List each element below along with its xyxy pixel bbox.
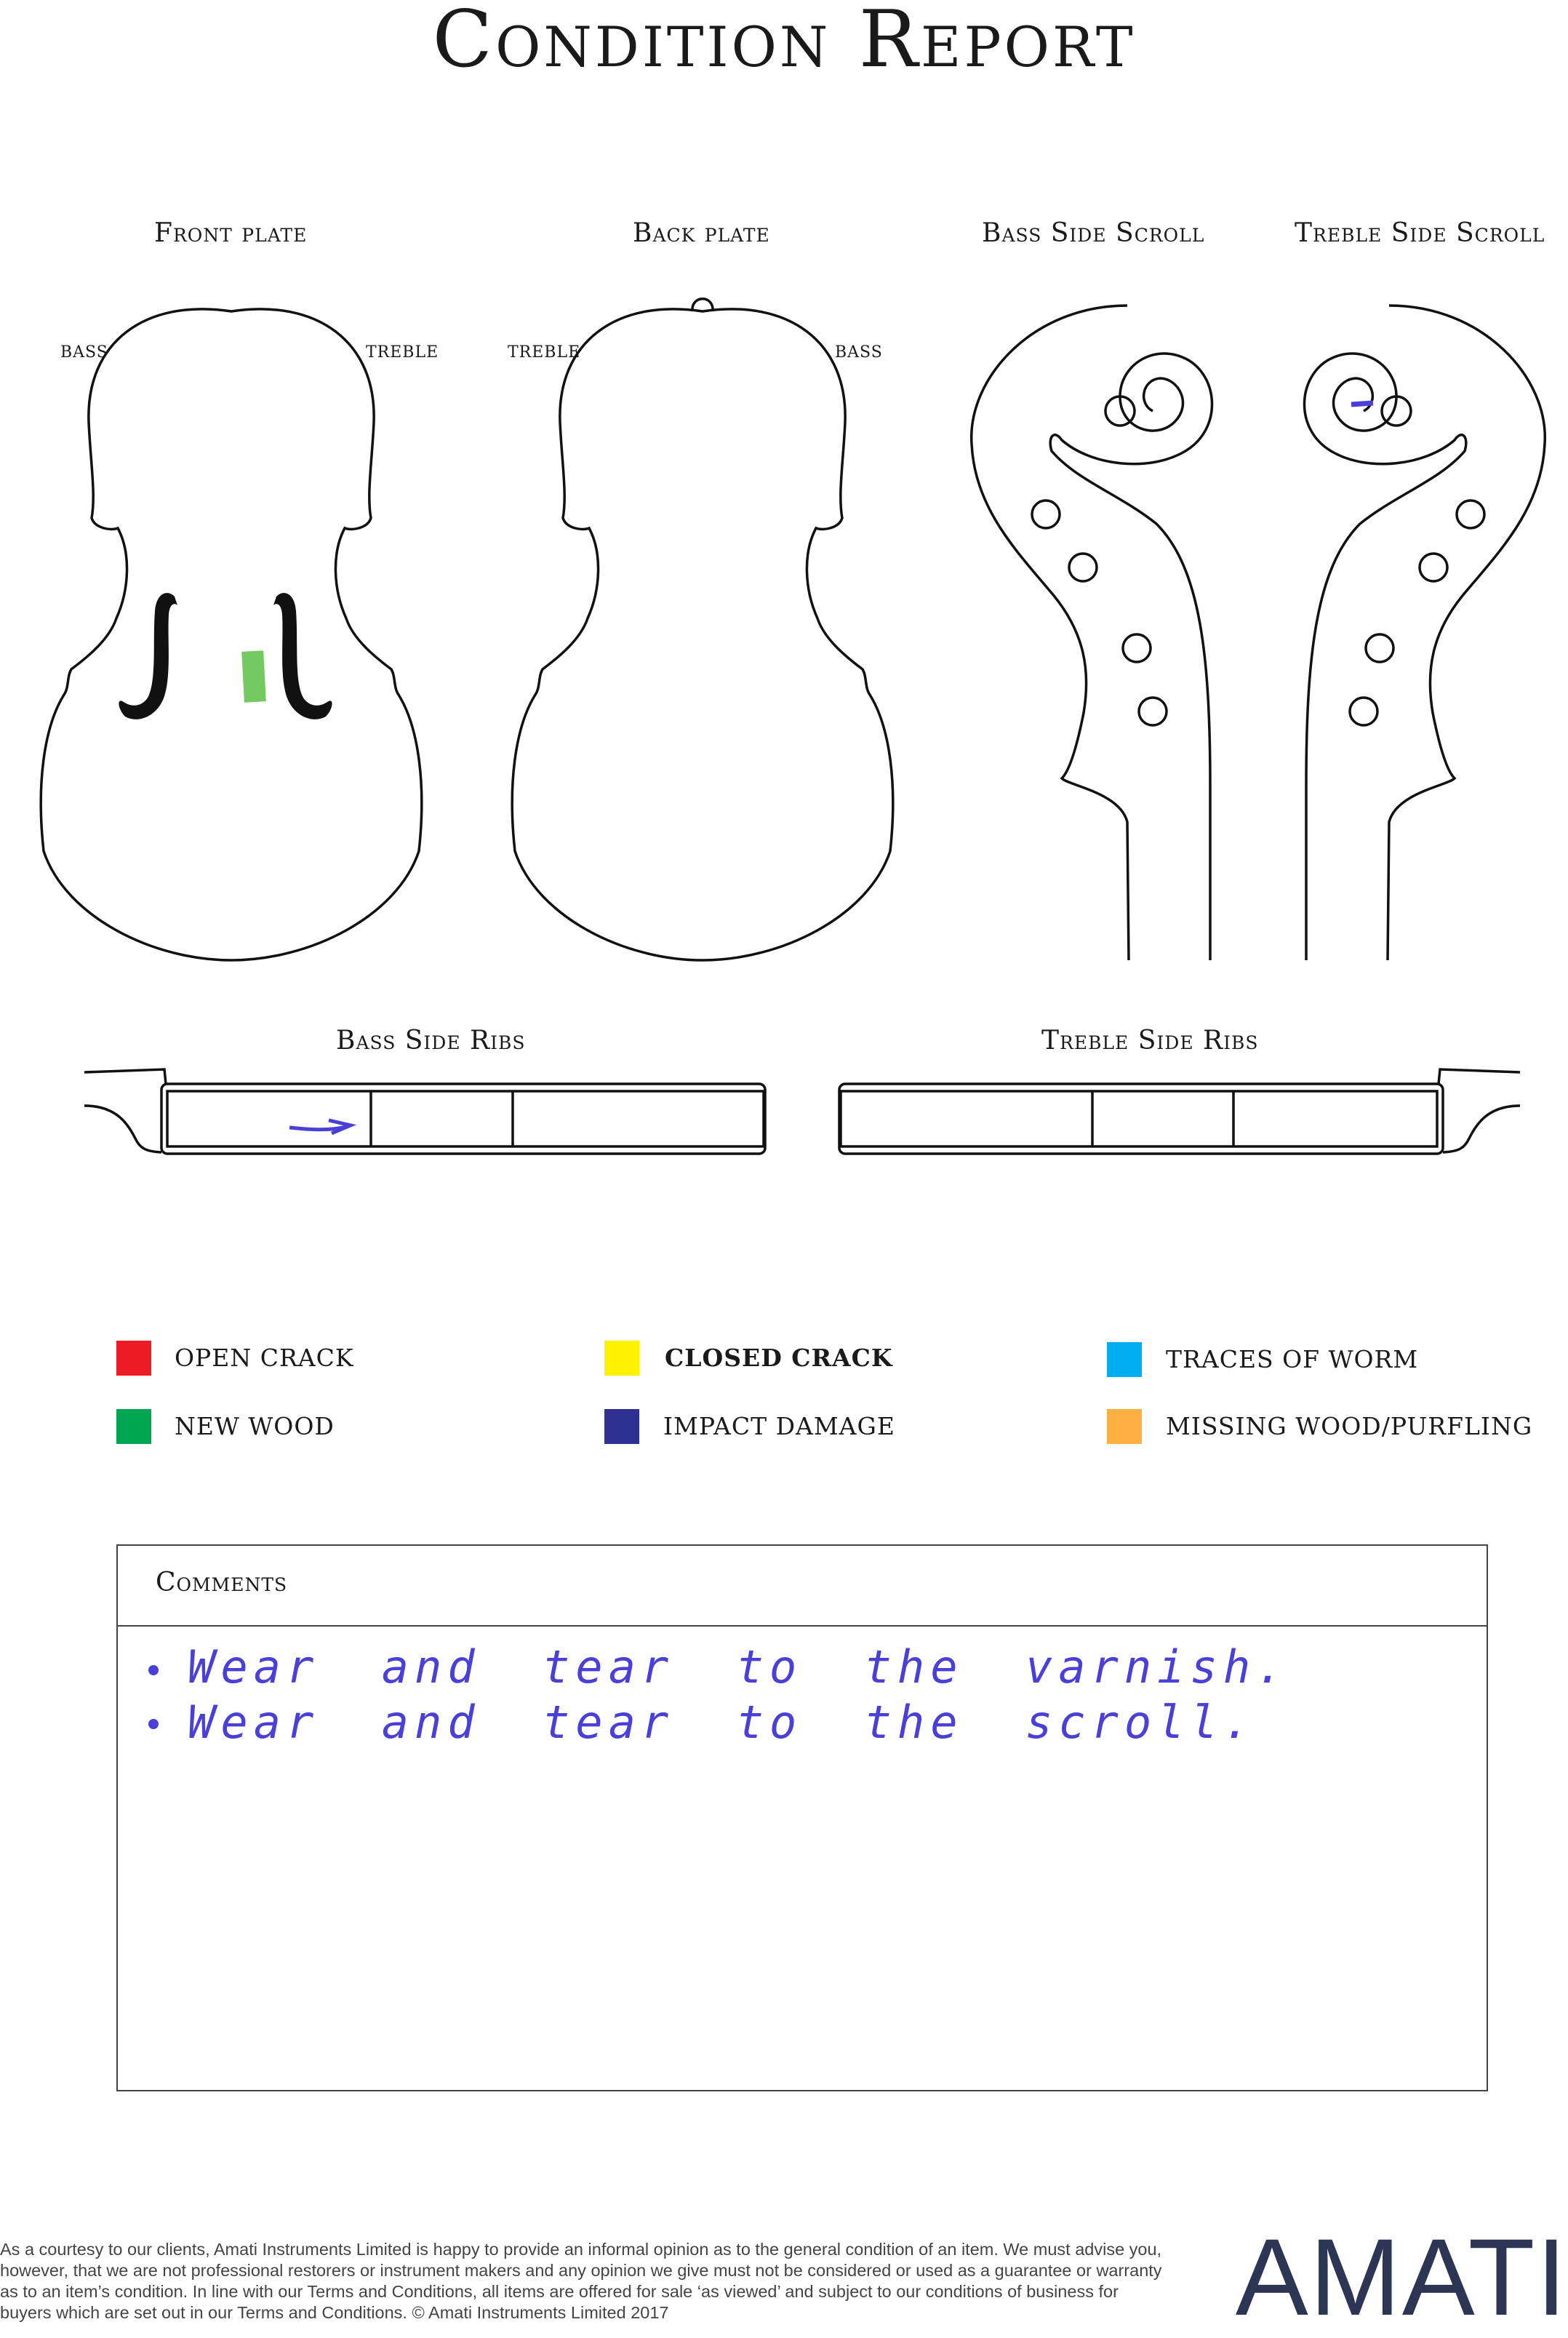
page-title: Condition Report bbox=[432, 0, 1136, 85]
front-plate-outline bbox=[41, 309, 422, 960]
treble-scroll-label: Treble Side Scroll bbox=[1295, 218, 1545, 248]
impact-damage-label: IMPACT DAMAGE bbox=[663, 1412, 895, 1440]
new-wood-label: NEW WOOD bbox=[175, 1412, 335, 1440]
treble-ribs-outline bbox=[839, 1069, 1520, 1154]
new-wood-mark bbox=[241, 650, 266, 702]
back-plate-outline bbox=[512, 299, 893, 960]
bass-scroll-label: Bass Side Scroll bbox=[982, 218, 1205, 248]
comments-box bbox=[116, 1544, 1488, 2091]
comment-line: Wear and tear to the varnish. bbox=[188, 1640, 1289, 1693]
impact-damage-swatch bbox=[604, 1409, 639, 1444]
ribs-impact-mark bbox=[289, 1120, 351, 1133]
back-plate-label: Back plate bbox=[633, 218, 770, 248]
comment-bullet bbox=[148, 1719, 159, 1729]
front-bass-side-label: BASS bbox=[60, 343, 108, 362]
scroll-impact-mark bbox=[1351, 403, 1373, 404]
traces-of-worm-label: TRACES OF WORM bbox=[1166, 1345, 1419, 1373]
open-crack-label: OPEN CRACK bbox=[175, 1344, 354, 1372]
comments-header bbox=[118, 1546, 1487, 1627]
amati-logo: AMATI bbox=[1235, 2216, 1568, 2338]
bass-ribs-outline bbox=[84, 1069, 765, 1154]
missing-wood-swatch bbox=[1107, 1409, 1142, 1444]
closed-crack-swatch bbox=[604, 1341, 639, 1376]
f-holes bbox=[119, 593, 332, 719]
treble-ribs-label: Treble Side Ribs bbox=[1041, 1026, 1259, 1056]
traces-of-worm-swatch bbox=[1107, 1342, 1142, 1377]
back-bass-side-label: BASS bbox=[835, 343, 883, 362]
comment-bullet bbox=[148, 1665, 159, 1675]
back-treble-side-label: TREBLE bbox=[508, 343, 581, 362]
bass-ribs-label: Bass Side Ribs bbox=[336, 1026, 526, 1056]
front-plate-label: Front plate bbox=[154, 218, 308, 248]
missing-wood-label: MISSING WOOD/PURFLING bbox=[1166, 1412, 1533, 1440]
closed-crack-label: CLOSED CRACK bbox=[665, 1344, 893, 1372]
comment-line: Wear and tear to the scroll. bbox=[188, 1696, 1257, 1749]
front-treble-side-label: TREBLE bbox=[366, 343, 439, 362]
treble-scroll-outline bbox=[1305, 306, 1545, 960]
bass-scroll-outline bbox=[972, 306, 1212, 960]
new-wood-swatch bbox=[116, 1409, 151, 1444]
open-crack-swatch bbox=[116, 1341, 151, 1376]
disclaimer-text: As a courtesy to our clients, Amati Instruments Limited is happy to provide an informal opinion as to the general condition of an item. We must advise you, however, that we are not professional restorers or instrument makers and any opinion we give must not be considered or used as a guarantee or warranty as to an item’s condition. In line with our Terms and Conditions, all items are offered for sale ‘as viewed’ and subject to our conditions of business for buyers which are set out in our Terms and Conditions. © Amati Instruments Limited 2017 bbox=[0, 2240, 1162, 2322]
comments-heading: Comments bbox=[156, 1568, 288, 1597]
